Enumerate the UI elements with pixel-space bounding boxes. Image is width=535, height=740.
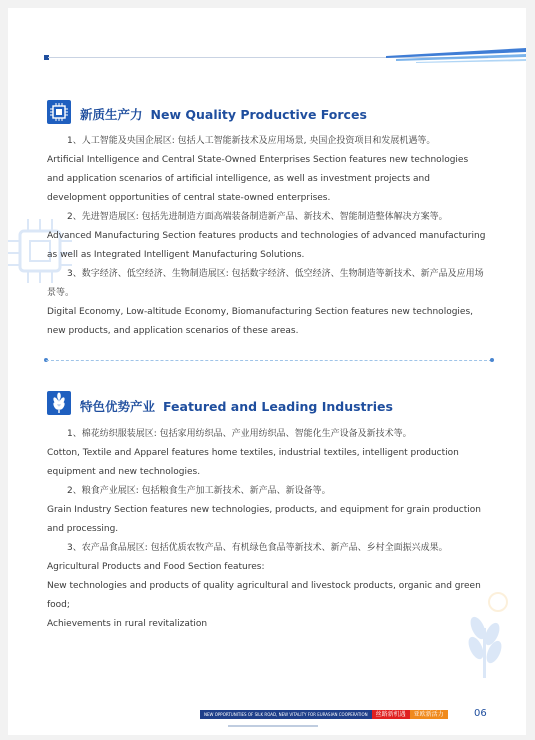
section-body-featured	[47, 425, 487, 634]
wheat-icon	[47, 391, 71, 415]
paragraph: Achievements in rural revitalization	[47, 619, 208, 629]
section-title-featured	[80, 397, 393, 415]
bottom-scroll-marker	[228, 725, 318, 727]
paragraph: 2、粮食产业展区: 包括粮食生产加工新技术、新产品、新设备等。	[67, 486, 331, 496]
paragraph: 1、棉花纺织服装展区: 包括家用纺织品、产业用纺织品、智能化生产设备及新技术等。	[67, 429, 412, 439]
section-title-en: New Quality Productive Forces	[150, 107, 367, 122]
paragraph: 3、农产品食品展区: 包括优质农牧产品、有机绿色食品等新技术、新产品、乡村全面振兴成果。	[67, 543, 448, 553]
paragraph: Agricultural Products and Food Section features:	[47, 562, 265, 572]
section-title-cn: 特色优势产业	[80, 399, 156, 414]
paragraph: Advanced Manufacturing Section features products and technologies of advanced manufacturing as well as Integrated Intelligent Manufacturing Solutions.	[47, 231, 486, 260]
paragraph: 1、人工智能及央国企展区: 包括人工智能新技术及应用场景, 央国企投资项目和发展机遇等。	[67, 136, 436, 146]
header-stripes-decoration	[386, 46, 526, 64]
paragraph: 2、先进智造展区: 包括先进制造方面高端装备制造新产品、新技术、智能制造整体解决方案等。	[67, 212, 448, 222]
paragraph: Artificial Intelligence and Central State-Owned Enterprises Section features new technologies and application scenarios of artificial intelligence, as well as investment projects and development opportunities of central state-owned enterprises.	[47, 155, 469, 203]
paragraph: 3、数字经济、低空经济、生物制造展区: 包括数字经济、低空经济、生物制造等新技术、新产品及应用场景等。	[47, 269, 484, 298]
paragraph: New technologies and products of quality agricultural and livestock products, organic and green food;	[47, 581, 481, 610]
section-title-en: Featured and Leading Industries	[163, 399, 393, 414]
brochure-page	[8, 8, 526, 735]
paragraph: Digital Economy, Low-altitude Economy, Biomanufacturing Section features new technologies, new products, and application scenarios of these areas.	[47, 307, 473, 336]
section-divider	[46, 360, 492, 361]
divider-dot-right	[490, 358, 494, 362]
paragraph: Cotton, Textile and Apparel features home textiles, industrial textiles, intelligent production equipment and new technologies.	[47, 448, 459, 477]
footer-tagline-cn-2: 亚欧新活力	[410, 710, 448, 719]
page-number: 06	[474, 708, 487, 719]
section-title-new-quality	[80, 105, 367, 123]
footer-tagline-cn-1: 丝路新机遇	[372, 710, 410, 719]
footer-tagline-en: NEW OPPORTUNITIES OF SILK ROAD, NEW VITALITY FOR EURASIAN COOPERATION	[200, 710, 372, 719]
paragraph: Grain Industry Section features new technologies, products, and equipment for grain production and processing.	[47, 505, 481, 534]
chip-icon	[47, 100, 71, 124]
section-body-new-quality	[47, 132, 487, 341]
section-title-cn: 新质生产力	[80, 107, 143, 122]
footer-banner	[200, 710, 448, 719]
